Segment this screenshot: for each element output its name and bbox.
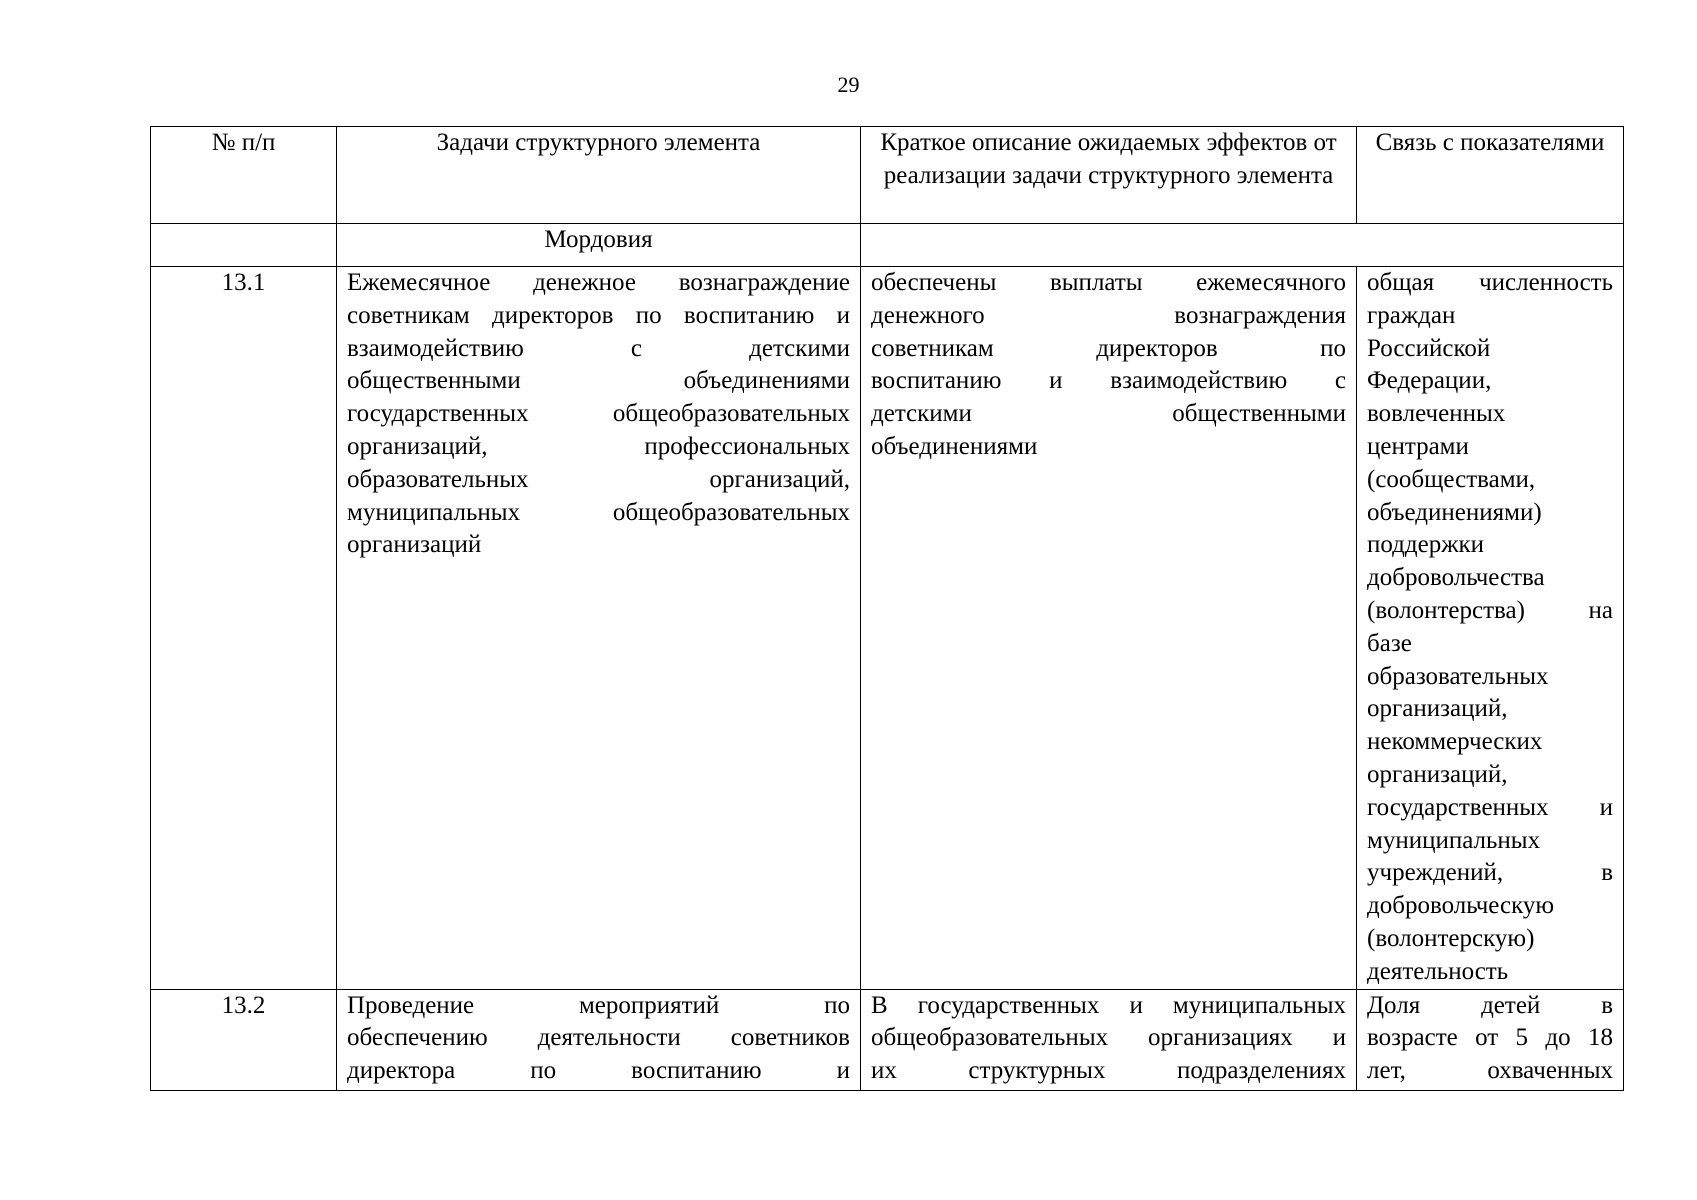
- header-indicators: Связь с показателями: [1357, 127, 1624, 224]
- effect-line: советникам директоров по: [871, 334, 1346, 362]
- indicator-line: Федерации,: [1367, 367, 1492, 395]
- effect-line: объединениями: [871, 432, 1038, 460]
- indicator-line: возрасте от 5 до 18: [1367, 1024, 1613, 1052]
- task-cell: [337, 989, 861, 1090]
- task-line: образовательных организаций,: [347, 465, 850, 493]
- indicator-line: вовлеченных: [1367, 400, 1506, 428]
- indicator-line: центрами: [1367, 432, 1469, 460]
- header-tasks: Задачи структурного элемента: [337, 127, 861, 224]
- table-row: [151, 989, 1624, 1090]
- region-desc-cell: [861, 224, 1624, 267]
- task-line: государственных общеобразовательных: [347, 400, 850, 428]
- effect-cell: [861, 267, 1357, 990]
- indicator-line: базе: [1367, 629, 1412, 657]
- task-cell: [337, 267, 861, 990]
- effect-line: воспитанию и взаимодействию с: [871, 367, 1346, 395]
- indicator-line: граждан: [1367, 301, 1456, 329]
- indicator-line: организаций,: [1367, 695, 1508, 723]
- effect-line: В государственных и муниципальных: [871, 991, 1346, 1019]
- indicator-line: добровольчества: [1367, 564, 1545, 592]
- task-line: обеспечению деятельности советников: [347, 1024, 850, 1052]
- row-number: 13.2: [151, 989, 337, 1090]
- indicator-line: учреждений, в: [1367, 859, 1613, 887]
- header-number: № п/п: [151, 127, 337, 224]
- region-num-cell: [151, 224, 337, 267]
- indicator-line: (волонтерскую): [1367, 924, 1535, 952]
- tasks-table: [150, 126, 1624, 1091]
- task-line: советникам директоров по воспитанию и: [347, 301, 850, 329]
- effect-line: детскими общественными: [871, 400, 1346, 428]
- row-number: 13.1: [151, 267, 337, 990]
- page-number: 29: [837, 72, 860, 97]
- indicator-line: образовательных: [1367, 662, 1549, 690]
- task-line: организаций: [347, 531, 482, 559]
- region-name: Мордовия: [337, 224, 861, 267]
- task-line: организаций, профессиональных: [347, 432, 850, 460]
- indicator-line: деятельность: [1367, 957, 1509, 985]
- table-row: [151, 267, 1624, 990]
- indicator-line: некоммерческих: [1367, 728, 1543, 756]
- indicator-line: общая численность: [1367, 269, 1613, 296]
- effect-line: их структурных подразделениях: [871, 1057, 1346, 1085]
- indicator-line: организаций,: [1367, 760, 1508, 788]
- table-header-row: [151, 127, 1624, 224]
- task-line: взаимодействию с детскими: [347, 334, 850, 362]
- task-line: Ежемесячное денежное вознаграждение: [347, 269, 850, 296]
- indicator-line: объединениями): [1367, 498, 1542, 526]
- indicator-line: государственных и: [1367, 793, 1613, 821]
- region-row: [151, 224, 1624, 267]
- indicator-line: лет, охваченных: [1367, 1057, 1613, 1085]
- indicator-line: Российской: [1367, 334, 1491, 362]
- effect-line: денежного вознаграждения: [871, 301, 1346, 329]
- task-line: директора по воспитанию и: [347, 1057, 850, 1085]
- effect-cell: [861, 989, 1357, 1090]
- indicator-line: добровольческую: [1367, 892, 1555, 920]
- effect-line: обеспечены выплаты ежемесячного: [871, 269, 1346, 296]
- indicator-line: (сообществами,: [1367, 465, 1536, 493]
- header-effects: Краткое описание ожидаемых эффектов от реализации задачи структурного элемента: [861, 127, 1357, 224]
- task-line: муниципальных общеобразовательных: [347, 498, 850, 526]
- indicator-cell: [1357, 989, 1624, 1090]
- task-line: общественными объединениями: [347, 367, 850, 395]
- effect-line: общеобразовательных организациях и: [871, 1024, 1346, 1052]
- indicator-line: муниципальных: [1367, 826, 1541, 854]
- indicator-cell: [1357, 267, 1624, 990]
- task-line: Проведение мероприятий по: [347, 991, 850, 1019]
- indicator-line: Доля детей в: [1367, 991, 1613, 1019]
- indicator-line: (волонтерства) на: [1367, 596, 1613, 624]
- indicator-line: поддержки: [1367, 531, 1484, 559]
